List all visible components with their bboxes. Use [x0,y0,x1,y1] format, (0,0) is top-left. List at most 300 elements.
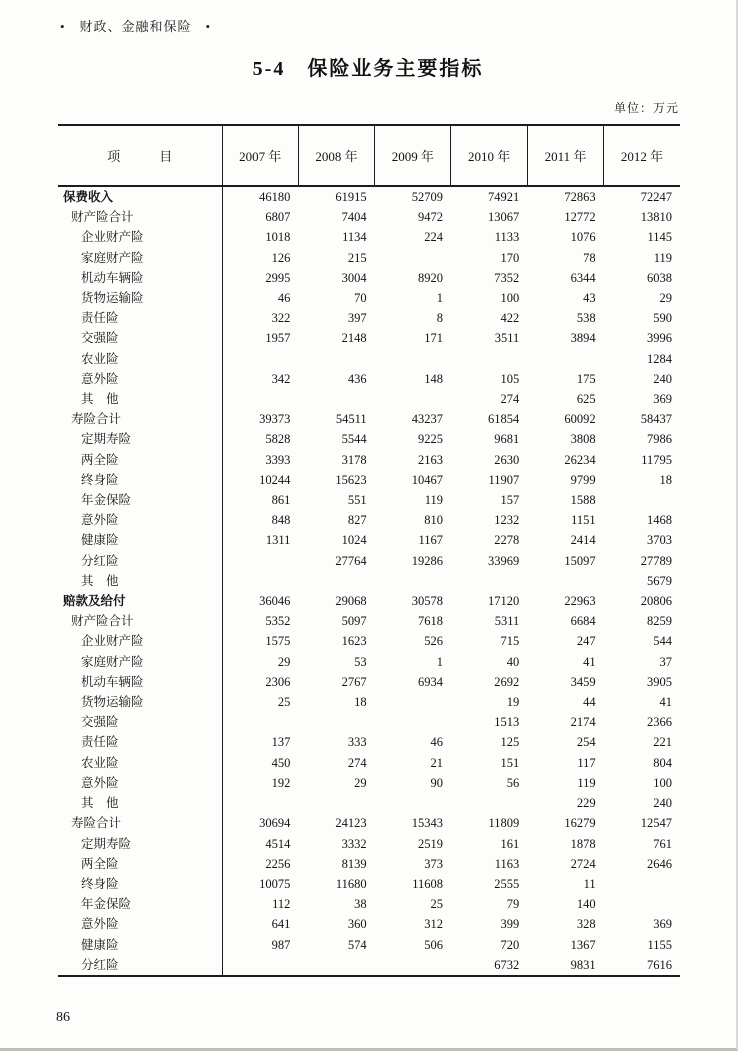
table-row [58,955,680,976]
cell-value: 9831 [527,955,603,976]
cell-value: 27789 [640,553,672,568]
row-label: 健康险 [58,935,222,955]
cell-value: 29 [277,654,291,669]
cell-value: 2692 [494,674,520,689]
table-row [58,692,680,712]
cell-value: 3808 [570,432,596,447]
row-label: 两全险 [58,450,222,470]
cell-value: 861 [271,493,291,508]
cell-value: 26234 [564,452,596,467]
cell-value: 5679 [647,573,672,588]
cell-value [604,894,680,914]
table-row [58,793,680,813]
cell-value: 148 [424,371,443,386]
cell-value: 90 [430,775,443,790]
cell-value: 1588 [570,493,596,508]
table-row [58,389,680,409]
cell-value: 33969 [488,553,520,568]
table-row [58,753,680,773]
cell-value: 2174 [570,715,596,730]
cell-value: 229 [576,796,596,811]
cell-value: 1133 [494,230,520,245]
table-row [58,813,680,833]
row-label: 分红险 [58,551,222,571]
row-label: 年金保险 [58,894,222,914]
year-column-header: 2011 年 [527,125,603,186]
cell-value: 2555 [494,876,520,891]
cell-value [604,490,680,510]
cell-value: 720 [500,937,520,952]
cell-value: 2995 [265,270,291,285]
table-header [58,125,680,186]
cell-value: 10467 [411,472,443,487]
cell-value: 3178 [341,452,367,467]
cell-value: 7404 [341,210,367,225]
cell-value: 333 [347,735,367,750]
cell-value: 2366 [647,715,672,730]
cell-value: 3459 [570,674,596,689]
cell-value: 342 [271,371,291,386]
cell-value: 78 [583,250,596,265]
cell-value: 1878 [570,836,596,851]
row-label: 意外险 [58,914,222,934]
cell-value: 56 [506,775,520,790]
cell-value: 3894 [570,331,596,346]
cell-value: 247 [576,634,596,649]
row-label: 货物运输险 [58,288,222,308]
cell-value: 215 [347,250,367,265]
cell-value: 3905 [647,674,672,689]
cell-value: 11 [583,876,596,891]
cell-value: 46 [277,291,291,306]
cell-value: 15343 [411,816,443,831]
cell-value: 360 [347,917,367,932]
cell-value: 1513 [494,715,520,730]
cell-value: 70 [354,291,367,306]
table-row [58,470,680,490]
row-label: 企业财产险 [58,631,222,651]
unit-label: 单位：万元 [613,101,679,115]
cell-value [375,389,451,409]
cell-value [451,571,527,591]
cell-value: 24123 [335,816,367,831]
cell-value: 19 [506,695,520,710]
cell-value: 5097 [341,614,367,629]
cell-value: 61854 [488,412,520,427]
cell-value: 171 [424,331,443,346]
cell-value: 27764 [335,553,367,568]
table-row [58,874,680,894]
cell-value: 25 [277,695,291,710]
cell-value: 9799 [570,472,596,487]
cell-value: 240 [653,796,672,811]
cell-value: 72863 [564,190,596,204]
cell-value: 11809 [488,816,520,831]
cell-value [375,571,451,591]
table-row [58,450,680,470]
row-label: 定期寿险 [58,429,222,449]
cell-value: 53 [354,654,367,669]
table-row [58,207,680,227]
cell-value: 641 [271,917,291,932]
cell-value: 41 [583,654,596,669]
cell-value [298,389,374,409]
cell-value: 551 [347,493,367,508]
cell-value [222,955,298,976]
row-label: 交强险 [58,328,222,348]
cell-value: 1134 [342,230,367,245]
cell-value: 13067 [488,210,520,225]
table-row [58,308,680,328]
table-row [58,349,680,369]
cell-value: 22963 [564,594,596,609]
cell-value: 25 [430,897,443,912]
table-row [58,935,680,955]
row-label: 企业财产险 [58,227,222,247]
cell-value: 3511 [494,331,520,346]
row-label: 定期寿险 [58,834,222,854]
cell-value [298,712,374,732]
cell-value: 221 [653,735,672,750]
table-row [58,530,680,550]
cell-value: 43 [583,291,596,306]
cell-value: 544 [653,634,672,649]
table-row [58,227,680,247]
cell-value: 175 [576,371,596,386]
row-label: 寿险合计 [58,409,222,429]
cell-value: 30694 [259,816,291,831]
cell-value: 2767 [341,674,367,689]
cell-value: 1151 [571,513,596,528]
cell-value: 10244 [259,472,291,487]
table-row [58,732,680,752]
cell-value: 422 [500,311,520,326]
cell-value [222,349,298,369]
cell-value: 6934 [417,674,443,689]
row-label: 农业险 [58,753,222,773]
cell-value: 20806 [640,594,672,609]
cell-value: 13810 [640,210,672,225]
row-label: 家庭财产险 [58,652,222,672]
cell-value: 151 [500,755,520,770]
cell-value: 274 [500,392,520,407]
cell-value: 6344 [570,270,596,285]
row-label: 财产险合计 [58,207,222,227]
table-body [58,186,680,976]
cell-value: 312 [424,917,443,932]
cell-value: 60092 [564,412,596,427]
cell-value: 1 [436,654,443,669]
cell-value: 625 [576,392,596,407]
cell-value: 18 [354,695,367,710]
cell-value: 322 [271,311,291,326]
cell-value: 4514 [265,836,291,851]
cell-value: 15097 [564,553,596,568]
header-row [58,125,680,186]
cell-value [222,389,298,409]
cell-value: 450 [271,755,291,770]
cell-value: 30578 [411,594,443,609]
cell-value: 3703 [647,533,672,548]
cell-value: 538 [576,311,596,326]
year-column-header: 2007 年 [222,125,298,186]
cell-value: 1575 [265,634,291,649]
cell-value: 100 [500,291,520,306]
table-row [58,248,680,268]
cell-value: 715 [500,634,520,649]
cell-value: 3332 [341,836,367,851]
cell-value: 3996 [647,331,672,346]
year-column-header: 2008 年 [298,125,374,186]
table-row [58,186,680,207]
cell-value: 46180 [259,190,291,204]
cell-value: 240 [653,371,672,386]
cell-value: 590 [653,311,672,326]
cell-value: 29068 [335,594,367,609]
cell-value: 2148 [341,331,367,346]
page-number: 86 [56,1010,70,1025]
cell-value [604,874,680,894]
cell-value: 119 [424,493,443,508]
row-label: 责任险 [58,732,222,752]
cell-value: 1018 [265,230,291,245]
table-row [58,571,680,591]
cell-value: 1367 [570,937,596,952]
cell-value [527,349,603,369]
cell-value: 161 [500,836,520,851]
cell-value: 61915 [335,190,367,204]
cell-value: 29 [659,291,672,306]
cell-value: 5828 [265,432,291,447]
cell-value: 105 [500,371,520,386]
cell-value: 810 [424,513,443,528]
cell-value: 6732 [451,955,527,976]
cell-value: 6807 [265,210,291,225]
cell-value: 37 [659,654,672,669]
table-row [58,490,680,510]
cell-value: 1155 [647,937,672,952]
cell-value [375,712,451,732]
cell-value [298,793,374,813]
row-label: 其 他 [58,793,222,813]
cell-value: 369 [653,392,672,407]
cell-value: 1163 [494,856,520,871]
chapter-header: • 财政、金融和保险 • [60,19,212,34]
cell-value: 44 [583,695,596,710]
cell-value: 6684 [570,614,596,629]
cell-value [222,712,298,732]
row-label: 年金保险 [58,490,222,510]
cell-value: 40 [506,654,520,669]
cell-value: 2306 [265,674,291,689]
cell-value: 11680 [335,876,367,891]
cell-value: 3393 [265,452,291,467]
table-row [58,591,680,611]
cell-value: 9472 [417,210,443,225]
row-label: 家庭财产险 [58,248,222,268]
cell-value: 119 [653,250,672,265]
cell-value [222,551,298,571]
row-label: 两全险 [58,854,222,874]
cell-value: 19286 [411,553,443,568]
cell-value: 11608 [412,876,443,891]
cell-value: 58437 [640,412,672,427]
table-row [58,712,680,732]
cell-value: 137 [271,735,291,750]
cell-value: 827 [347,513,367,528]
cell-value: 8259 [647,614,672,629]
cell-value: 46 [430,735,443,750]
table-row [58,409,680,429]
row-label: 机动车辆险 [58,672,222,692]
cell-value: 7986 [647,432,672,447]
cell-value: 10075 [259,876,291,891]
cell-value: 74921 [488,190,520,204]
cell-value [527,571,603,591]
page-title: 5-4 保险业务主要指标 [252,58,484,80]
cell-value: 369 [653,917,672,932]
cell-value: 848 [271,513,291,528]
table-row [58,328,680,348]
cell-value: 1623 [341,634,367,649]
cell-value: 526 [424,634,443,649]
cell-value: 1468 [647,513,672,528]
cell-value: 2630 [494,452,520,467]
cell-value: 804 [653,755,672,770]
row-label: 分红险 [58,955,222,976]
cell-value: 7352 [494,270,520,285]
cell-value [222,571,298,591]
cell-value: 100 [653,775,672,790]
cell-value [451,349,527,369]
cell-value: 79 [506,897,520,912]
row-label: 健康险 [58,530,222,550]
cell-value: 170 [500,250,520,265]
row-label: 其 他 [58,389,222,409]
table-row [58,288,680,308]
row-label: 货物运输险 [58,692,222,712]
cell-value: 254 [576,735,596,750]
row-label: 财产险合计 [58,611,222,631]
cell-value: 397 [347,311,367,326]
cell-value: 126 [271,250,291,265]
cell-value: 117 [577,755,596,770]
row-label: 终身险 [58,470,222,490]
row-label: 交强险 [58,712,222,732]
cell-value [375,692,451,712]
table-row [58,834,680,854]
cell-value: 1232 [494,513,520,528]
cell-value: 328 [576,917,596,932]
cell-value: 2256 [265,856,291,871]
cell-value: 5311 [494,614,520,629]
table-row [58,551,680,571]
table-row [58,631,680,651]
cell-value: 12772 [564,210,596,225]
cell-value: 373 [424,856,443,871]
cell-value: 11907 [488,472,520,487]
cell-value: 72247 [640,190,672,204]
cell-value: 125 [500,735,520,750]
table-row [58,611,680,631]
cell-value: 9225 [417,432,443,447]
cell-value: 2278 [494,533,520,548]
year-column-header: 2012 年 [604,125,680,186]
row-label: 保费收入 [58,186,222,207]
indicator-table [58,124,680,977]
table-row [58,652,680,672]
cell-value: 2163 [417,452,443,467]
cell-value: 5544 [341,432,367,447]
cell-value: 274 [347,755,367,770]
table-row [58,268,680,288]
cell-value: 224 [424,230,443,245]
cell-value: 1167 [418,533,443,548]
cell-value: 2519 [417,836,443,851]
cell-value: 506 [424,937,443,952]
cell-value [298,349,374,369]
cell-value: 54511 [335,412,367,427]
cell-value: 36046 [259,594,291,609]
table-row [58,369,680,389]
table-row [58,854,680,874]
cell-value: 8 [436,311,443,326]
row-label: 意外险 [58,773,222,793]
cell-value: 2724 [570,856,596,871]
cell-value: 15623 [335,472,367,487]
cell-value: 17120 [488,594,520,609]
cell-value: 761 [653,836,672,851]
cell-value: 574 [347,937,367,952]
cell-value: 7618 [417,614,443,629]
cell-value [222,793,298,813]
cell-value: 8139 [341,856,367,871]
cell-value [375,955,451,976]
cell-value [375,349,451,369]
cell-value: 43237 [411,412,443,427]
cell-value: 41 [659,695,672,710]
cell-value: 157 [500,493,520,508]
cell-value: 7616 [604,955,680,976]
item-column-header: 项 目 [58,125,222,186]
year-column-header: 2009 年 [375,125,451,186]
cell-value: 11795 [641,452,672,467]
row-label: 意外险 [58,369,222,389]
cell-value: 12547 [640,816,672,831]
cell-value: 112 [272,897,291,912]
cell-value: 5352 [265,614,291,629]
table-row [58,510,680,530]
table-row [58,773,680,793]
cell-value: 38 [354,897,367,912]
cell-value: 21 [430,755,443,770]
row-label: 寿险合计 [58,813,222,833]
cell-value: 8920 [417,270,443,285]
cell-value: 1284 [647,351,672,366]
row-label: 其 他 [58,571,222,591]
cell-value: 2646 [647,856,672,871]
cell-value [298,571,374,591]
cell-value: 987 [271,937,291,952]
row-label: 意外险 [58,510,222,530]
cell-value [375,248,451,268]
cell-value: 2414 [570,533,596,548]
cell-value [298,955,374,976]
row-label: 机动车辆险 [58,268,222,288]
cell-value: 1145 [647,230,672,245]
cell-value [375,793,451,813]
cell-value: 6038 [647,270,672,285]
